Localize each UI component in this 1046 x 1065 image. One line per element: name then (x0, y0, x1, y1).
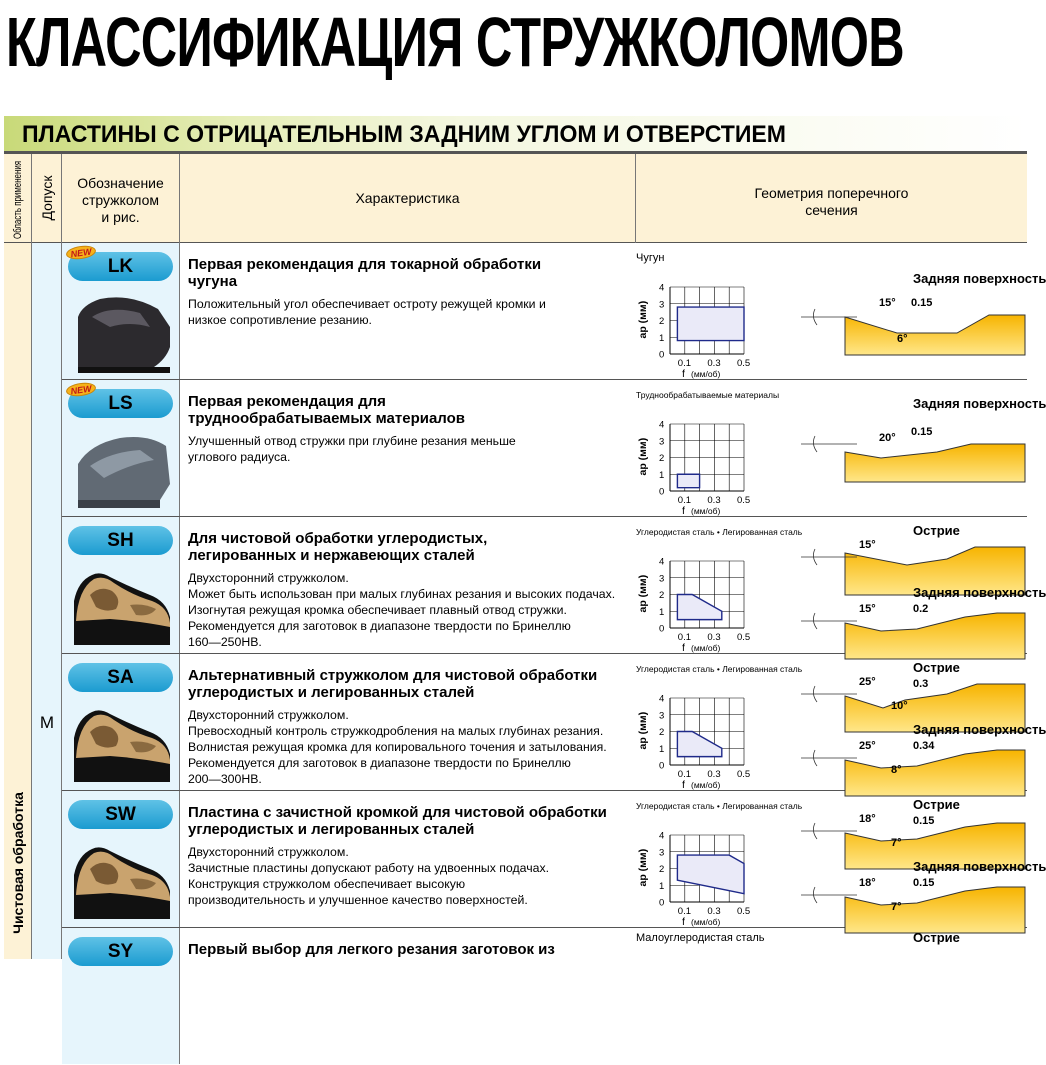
row-title-line: Первый выбор для легкого резания заготовок из (188, 941, 555, 958)
designation-cell (62, 654, 180, 790)
row-description-line: Конструкция стружколом обеспечивает высокую (188, 877, 466, 891)
y-tick-label: 2 (659, 590, 665, 601)
row-description (188, 570, 628, 650)
chipbreaker-row (62, 380, 1046, 517)
y-tick-label: 3 (659, 710, 665, 722)
angle-label: 0.15 (913, 815, 935, 827)
tolerance-column (32, 243, 62, 959)
range-chart (632, 521, 803, 654)
row-description-line: 160—250HB. (188, 635, 262, 649)
chipbreaker-code: SY (68, 937, 173, 966)
table-header (4, 151, 1027, 243)
chipbreaker-code: SW (68, 800, 173, 829)
x-tick-label: 0.1 (677, 906, 692, 917)
angle-label: 0.34 (913, 740, 935, 752)
angle-label: 15° (859, 539, 876, 551)
cross-section-profile (797, 599, 1027, 659)
x-axis-label: f (682, 642, 685, 654)
geometry-label: Задняя поверхность (913, 396, 1046, 411)
characteristic-cell (188, 531, 628, 650)
row-title (188, 531, 628, 564)
chipbreaker-code: LK (68, 252, 173, 281)
x-tick-label: 0.1 (677, 358, 692, 369)
row-title (188, 805, 628, 838)
tolerance-value: M (39, 713, 55, 732)
angle-label: 8° (891, 764, 902, 776)
angle-label: 25° (859, 740, 876, 752)
row-title-line: Первая рекомендация для токарной обработки (188, 256, 542, 273)
designation-cell (62, 517, 180, 653)
angle-label: 7° (891, 837, 902, 849)
row-title-line: чугуна (188, 272, 238, 290)
row-description-line: Изогнутая режущая кромка обеспечивает плавный отвод стружки. (188, 603, 567, 617)
geometry-label: Острие (913, 523, 960, 538)
y-tick-label: 3 (659, 299, 665, 311)
section-title: ПЛАСТИНЫ С ОТРИЦАТЕЛЬНЫМ ЗАДНИМ УГЛОМ И ОТВЕРСТИЕМ (22, 121, 786, 148)
header-geometry: Геометрия поперечного сечения (635, 154, 1027, 243)
y-tick-label: 2 (659, 453, 665, 464)
characteristic-cell (188, 257, 628, 328)
header-tolerance: Допуск (32, 154, 62, 243)
applicable-region (677, 732, 721, 757)
designation-cell (62, 243, 180, 379)
geometry-cell (797, 930, 1027, 1064)
cross-section-profile (797, 736, 1027, 796)
chart-title: Углеродистая сталь • Легированная сталь (636, 664, 803, 674)
profile-shape (845, 887, 1025, 933)
angle-label: 18° (859, 813, 876, 825)
row-description-line: Улучшенный отвод стружки при глубине резания меньше (188, 434, 516, 448)
x-axis-unit: (мм/об) (691, 369, 721, 379)
x-axis-label: f (682, 505, 685, 517)
chipbreaker-table (4, 151, 1046, 962)
row-description-line: Зачистные пластины допускают работу на удвоенных подачах. (188, 861, 550, 875)
range-chart (632, 795, 803, 928)
applicable-region (677, 474, 699, 487)
row-title (188, 668, 628, 701)
area-column (4, 243, 32, 959)
y-tick-label: 1 (659, 469, 665, 481)
row-description-line: Двухсторонний стружколом. (188, 845, 349, 859)
y-tick-label: 1 (659, 880, 665, 892)
angle-label: 25° (859, 676, 876, 688)
chart-title: Углеродистая сталь • Легированная сталь (636, 527, 803, 537)
x-tick-label: 0.1 (677, 495, 692, 506)
y-tick-label: 4 (659, 419, 665, 431)
y-tick-label: 4 (659, 282, 665, 294)
row-description (188, 707, 628, 787)
characteristic-cell (188, 805, 628, 908)
chipbreaker-row (62, 654, 1046, 791)
insert-image (70, 835, 173, 921)
geometry-cell (797, 382, 1046, 516)
x-tick-label: 0.3 (707, 769, 721, 780)
y-tick-label: 0 (659, 349, 665, 361)
y-tick-label: 3 (659, 436, 665, 448)
geometry-cell (797, 519, 1046, 653)
y-tick-label: 2 (659, 316, 665, 327)
row-title-line: легированных и нержавеющих сталей (188, 546, 475, 564)
chart-title: Труднообрабатываемые материалы (636, 390, 780, 400)
row-description-line: Превосходный контроль стружкодробления на малых глубинах резания. (188, 724, 604, 738)
angle-label: 6° (897, 333, 908, 345)
x-tick-label: 0.3 (707, 495, 721, 506)
geometry-cell (797, 656, 1046, 790)
y-axis-label: ap (мм) (637, 574, 649, 613)
range-chart (632, 658, 803, 791)
y-axis-label: ap (мм) (637, 848, 649, 887)
y-tick-label: 1 (659, 606, 665, 618)
angle-label: 0.3 (913, 678, 929, 690)
row-description-line: углового радиуса. (188, 450, 291, 464)
row-description-line: Может быть использован при малых глубинах резания и высоких подачах. (188, 587, 616, 601)
geometry-cell (797, 793, 1046, 927)
geometry-label: Задняя поверхность (913, 585, 1046, 600)
row-title-line: Для чистовой обработки углеродистых, (188, 530, 488, 547)
row-description-line: Двухсторонний стружколом. (188, 571, 349, 585)
applicable-region (677, 307, 744, 341)
row-description-line: Рекомендуется для заготовок в диапазоне твердости по Бринеллю (188, 756, 571, 770)
chipbreaker-code: LS (68, 389, 173, 418)
angle-label: 15° (859, 603, 876, 615)
row-description (188, 844, 628, 908)
x-tick-label: 0.3 (707, 358, 721, 369)
y-axis-label: ap (мм) (637, 437, 649, 476)
row-description-line: Положительный угол обеспечивает остроту режущей кромки и (188, 297, 546, 311)
row-description-line: Волнистая режущая кромка для копировального точения и затылования. (188, 740, 607, 754)
geometry-cell (797, 245, 1046, 379)
row-description-line: производительность и улучшенное качество поверхностей. (188, 893, 528, 907)
row-description-line: низкое сопротивление резанию. (188, 313, 372, 327)
row-title-line: Альтернативный стружколом для чистовой обработки (188, 667, 598, 684)
x-axis-unit: (мм/об) (691, 506, 721, 516)
chart-title: Углеродистая сталь • Легированная сталь (636, 801, 803, 811)
new-badge: NEW (65, 381, 97, 398)
x-axis-label: f (682, 779, 685, 791)
header-area: Область применения (4, 154, 32, 243)
applicable-region (677, 595, 721, 620)
row-description (188, 296, 628, 328)
profile-shape (845, 613, 1025, 659)
angle-label: 0.15 (911, 297, 933, 309)
angle-label: 15° (879, 297, 896, 309)
row-description-line: Двухсторонний стружколом. (188, 708, 349, 722)
angle-label: 0.15 (911, 426, 933, 438)
chipbreaker-code: SH (68, 526, 173, 555)
y-axis-label: ap (мм) (637, 300, 649, 339)
x-tick-label: 0.5 (737, 906, 751, 917)
x-tick-label: 0.5 (737, 632, 751, 643)
angle-label: 0.2 (913, 603, 929, 615)
x-tick-label: 0.5 (737, 769, 751, 780)
x-axis-unit: (мм/об) (691, 780, 721, 790)
characteristic-cell (188, 394, 628, 465)
row-description-line: Рекомендуется для заготовок в диапазоне твердости по Бринеллю (188, 619, 571, 633)
chart-title: Малоуглеродистая сталь (636, 932, 765, 944)
y-tick-label: 3 (659, 573, 665, 585)
profile-shape (845, 315, 1025, 355)
geometry-label: Задняя поверхность (913, 722, 1046, 737)
range-chart (632, 247, 792, 380)
x-axis-unit: (мм/об) (691, 917, 721, 927)
header-characteristic: Характеристика (355, 190, 460, 206)
insert-image (70, 287, 173, 373)
designation-cell (62, 791, 180, 927)
row-description (188, 433, 628, 465)
y-tick-label: 0 (659, 897, 665, 909)
geometry-label: Острие (913, 930, 960, 945)
x-tick-label: 0.1 (677, 769, 692, 780)
geometry-label: Задняя поверхность (913, 859, 1046, 874)
y-tick-label: 4 (659, 830, 665, 842)
applicable-region (677, 855, 744, 894)
y-tick-label: 0 (659, 760, 665, 772)
chipbreaker-row (62, 928, 1027, 1065)
page-title: КЛАССИФИКАЦИЯ СТРУЖКОЛОМОВ (6, 3, 904, 81)
x-axis-unit: (мм/об) (691, 643, 721, 653)
geometry-label: Задняя поверхность (913, 271, 1046, 286)
x-tick-label: 0.3 (707, 632, 721, 643)
x-tick-label: 0.3 (707, 906, 721, 917)
y-tick-label: 1 (659, 743, 665, 755)
row-title-line: Первая рекомендация для (188, 393, 386, 410)
chipbreaker-row (62, 517, 1046, 654)
insert-image (70, 561, 173, 647)
x-tick-label: 0.1 (677, 632, 692, 643)
profile-shape (845, 750, 1025, 796)
chipbreaker-code: SA (68, 663, 173, 692)
insert-image (70, 424, 173, 510)
designation-cell (62, 928, 180, 1064)
characteristic-cell (188, 942, 628, 959)
row-title-line: углеродистых и легированных сталей (188, 820, 475, 838)
chipbreaker-row (62, 791, 1046, 928)
designation-cell (62, 380, 180, 516)
row-title (188, 257, 628, 290)
header-designation: Обозначение стружколом и рис. (62, 154, 180, 243)
y-tick-label: 2 (659, 727, 665, 738)
angle-label: 7° (891, 901, 902, 913)
y-tick-label: 2 (659, 864, 665, 875)
row-description-line: 200—300HB. (188, 772, 262, 786)
insert-image (70, 698, 173, 784)
geometry-label: Острие (913, 797, 960, 812)
cross-section-profile (797, 873, 1027, 933)
profile-shape (845, 444, 1025, 482)
row-title-line: углеродистых и легированных сталей (188, 683, 475, 701)
angle-label: 20° (879, 432, 896, 444)
range-chart (632, 384, 792, 517)
y-tick-label: 0 (659, 623, 665, 635)
characteristic-cell (188, 668, 628, 787)
y-tick-label: 4 (659, 693, 665, 705)
y-tick-label: 4 (659, 556, 665, 568)
row-title (188, 942, 628, 959)
y-tick-label: 1 (659, 332, 665, 344)
row-title (188, 394, 628, 427)
row-title-line: труднообрабатываемых материалов (188, 409, 466, 427)
geometry-label: Острие (913, 660, 960, 675)
angle-label: 18° (859, 877, 876, 889)
y-tick-label: 0 (659, 486, 665, 498)
row-title-line: Пластина с зачистной кромкой для чистовой обработки (188, 804, 607, 821)
area-value: Чистовая обработка (10, 792, 26, 934)
x-axis-label: f (682, 368, 685, 380)
x-tick-label: 0.5 (737, 358, 751, 369)
new-badge: NEW (65, 244, 97, 261)
angle-label: 0.15 (913, 877, 935, 889)
x-axis-label: f (682, 916, 685, 928)
y-axis-label: ap (мм) (637, 711, 649, 750)
chipbreaker-row (62, 243, 1046, 380)
chart-title: Чугун (636, 252, 665, 264)
y-tick-label: 3 (659, 847, 665, 859)
x-tick-label: 0.5 (737, 495, 751, 506)
angle-label: 10° (891, 700, 908, 712)
